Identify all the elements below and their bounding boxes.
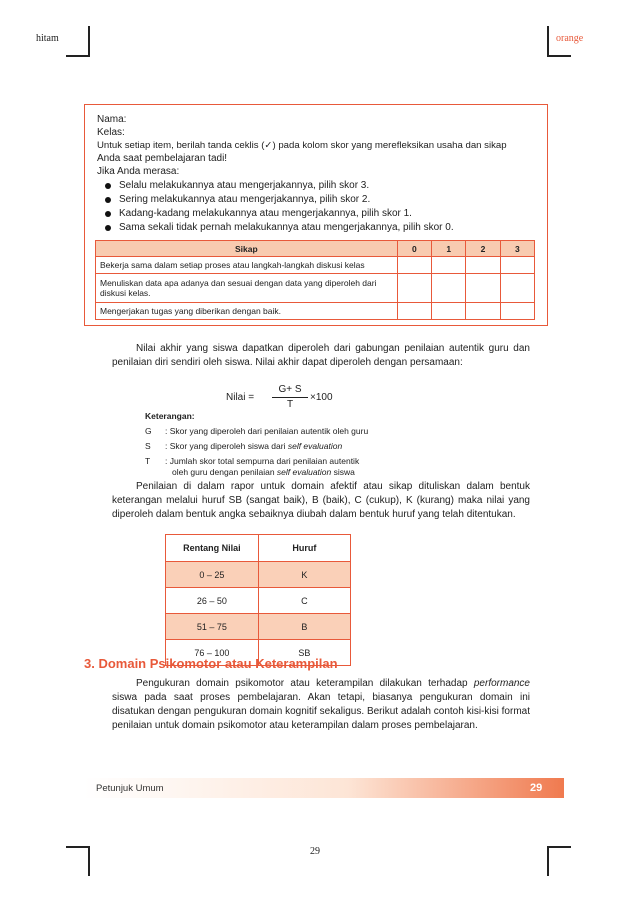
huruf-cell: K <box>258 562 350 588</box>
crop-mark <box>66 846 90 848</box>
page-number: 29 <box>310 846 320 857</box>
instruction-line: Untuk setiap item, berilah tanda ceklis (✓) pada kolom skor yang merefleksikan usaha dan sikap <box>97 140 507 151</box>
huruf-cell: SB <box>258 640 350 666</box>
self-assessment-box <box>84 104 548 326</box>
paragraph: Penilaian di dalam rapor untuk domain afektif atau sikap dituliskan dalam bentuk keterangan melalui huruf SB (sangat baik), B (baik), C (cukup), K (kurang) maka nilai yang diperoleh dalam bentuk angka sebaiknya diubah dalam bentuk huruf yang telah ditentukan. <box>112 481 530 520</box>
header-sikap: Sikap <box>96 241 398 257</box>
crop-mark <box>547 846 571 848</box>
score-cell[interactable] <box>397 257 431 274</box>
keterangan-key: S <box>145 441 151 451</box>
bullet-item: Sama sekali tidak pernah melakukannya atau mengerjakannya, pilih skor 0. <box>119 221 454 234</box>
footer-title: Petunjuk Umum <box>96 783 164 794</box>
fraction-bar <box>272 397 308 398</box>
header-score: 2 <box>466 241 500 257</box>
instruction-line: Anda saat pembelajaran tadi! <box>97 153 228 164</box>
paragraph: Pengukuran domain psikomotor atau keterampilan dilakukan terhadap performance siswa pada saat proses pembelajaran. Akan tetapi, biasanya pengukuran domain ini disatukan dengan pengukuran domain kognitif sekaligus. Berikut adalah contoh kisi-kisi format penilaian untuk domain psikomotor atau keterampilan dalam proses pembelajaran. <box>112 678 530 731</box>
table-row <box>96 257 535 274</box>
header-rentang: Rentang Nilai <box>166 535 259 562</box>
keterangan-text: oleh guru dengan penilaian self evaluation siswa <box>172 467 355 477</box>
crop-mark <box>547 26 549 56</box>
crop-mark <box>88 846 90 876</box>
crop-mark <box>66 55 90 57</box>
formula-denominator: T <box>286 399 294 410</box>
sikap-cell: Mengerjakan tugas yang diberikan dengan baik. <box>96 303 398 320</box>
score-cell[interactable] <box>500 303 534 320</box>
rentang-cell: 51 – 75 <box>166 614 259 640</box>
score-cell[interactable] <box>432 257 466 274</box>
score-cell[interactable] <box>500 274 534 303</box>
formula-lhs: Nilai = <box>226 392 255 403</box>
table-row <box>166 562 351 588</box>
table-row <box>166 614 351 640</box>
header-huruf: Huruf <box>258 535 350 562</box>
keterangan-text: : Jumlah skor total sempurna dari penilaian autentik <box>165 456 360 466</box>
keterangan-title: Keterangan: <box>145 411 195 421</box>
keterangan-text: : Skor yang diperoleh siswa dari self evaluation <box>165 441 343 451</box>
rentang-cell: 0 – 25 <box>166 562 259 588</box>
score-cell[interactable] <box>500 257 534 274</box>
print-mark-orange: orange <box>556 33 584 44</box>
formula-numerator: G+ S <box>278 384 302 395</box>
formula <box>226 384 346 412</box>
keterangan-key: T <box>145 456 151 466</box>
score-cell[interactable] <box>397 303 431 320</box>
crop-mark <box>88 26 90 56</box>
header-score: 1 <box>432 241 466 257</box>
bullet-icon <box>105 225 111 231</box>
rentang-cell: 76 – 100 <box>166 640 259 666</box>
formula-times: ×100 <box>310 392 333 403</box>
score-cell[interactable] <box>397 274 431 303</box>
bullet-icon <box>105 183 111 189</box>
print-mark-black: hitam <box>36 33 59 44</box>
bullet-icon <box>105 197 111 203</box>
sikap-table <box>95 240 535 320</box>
sikap-cell: Menuliskan data apa adanya dan sesuai dengan data yang diperoleh dari diskusi kelas. <box>96 274 398 303</box>
table-row <box>96 274 535 303</box>
rentang-cell: 26 – 50 <box>166 588 259 614</box>
table-row <box>166 588 351 614</box>
huruf-cell: B <box>258 614 350 640</box>
score-cell[interactable] <box>466 274 500 303</box>
bullet-icon <box>105 211 111 217</box>
sikap-cell: Bekerja sama dalam setiap proses atau langkah-langkah diskusi kelas <box>96 257 398 274</box>
header-score: 3 <box>500 241 534 257</box>
score-cell[interactable] <box>466 303 500 320</box>
bullet-item: Kadang-kadang melakukannya atau mengerjakannya, pilih skor 1. <box>119 207 412 220</box>
paragraph: Nilai akhir yang siswa dapatkan diperoleh dari gabungan penilaian autentik guru dan penilaian diri sendiri oleh siswa. Nilai akhir dapat diperoleh dengan persamaan: <box>112 343 530 368</box>
table-header-row <box>166 535 351 562</box>
score-cell[interactable] <box>432 274 466 303</box>
score-cell[interactable] <box>466 257 500 274</box>
nama-label: Nama: <box>97 114 127 125</box>
bullet-item: Sering melakukannya atau mengerjakannya, pilih skor 2. <box>119 193 370 206</box>
keterangan-key: G <box>145 426 152 436</box>
section-heading: 3. Domain Psikomotor atau Keterampilan <box>84 656 338 671</box>
rentang-table <box>165 534 351 666</box>
crop-mark <box>547 846 549 876</box>
header-score: 0 <box>397 241 431 257</box>
huruf-cell: C <box>258 588 350 614</box>
crop-mark <box>547 55 571 57</box>
bullet-item: Selalu melakukannya atau mengerjakannya, pilih skor 3. <box>119 179 369 192</box>
keterangan-text: : Skor yang diperoleh dari penilaian autentik oleh guru <box>165 426 369 436</box>
score-cell[interactable] <box>432 303 466 320</box>
footer-page-number: 29 <box>530 782 543 794</box>
kelas-label: Kelas: <box>97 127 125 138</box>
jika-label: Jika Anda merasa: <box>97 166 180 177</box>
table-header-row <box>96 241 535 257</box>
table-row <box>96 303 535 320</box>
